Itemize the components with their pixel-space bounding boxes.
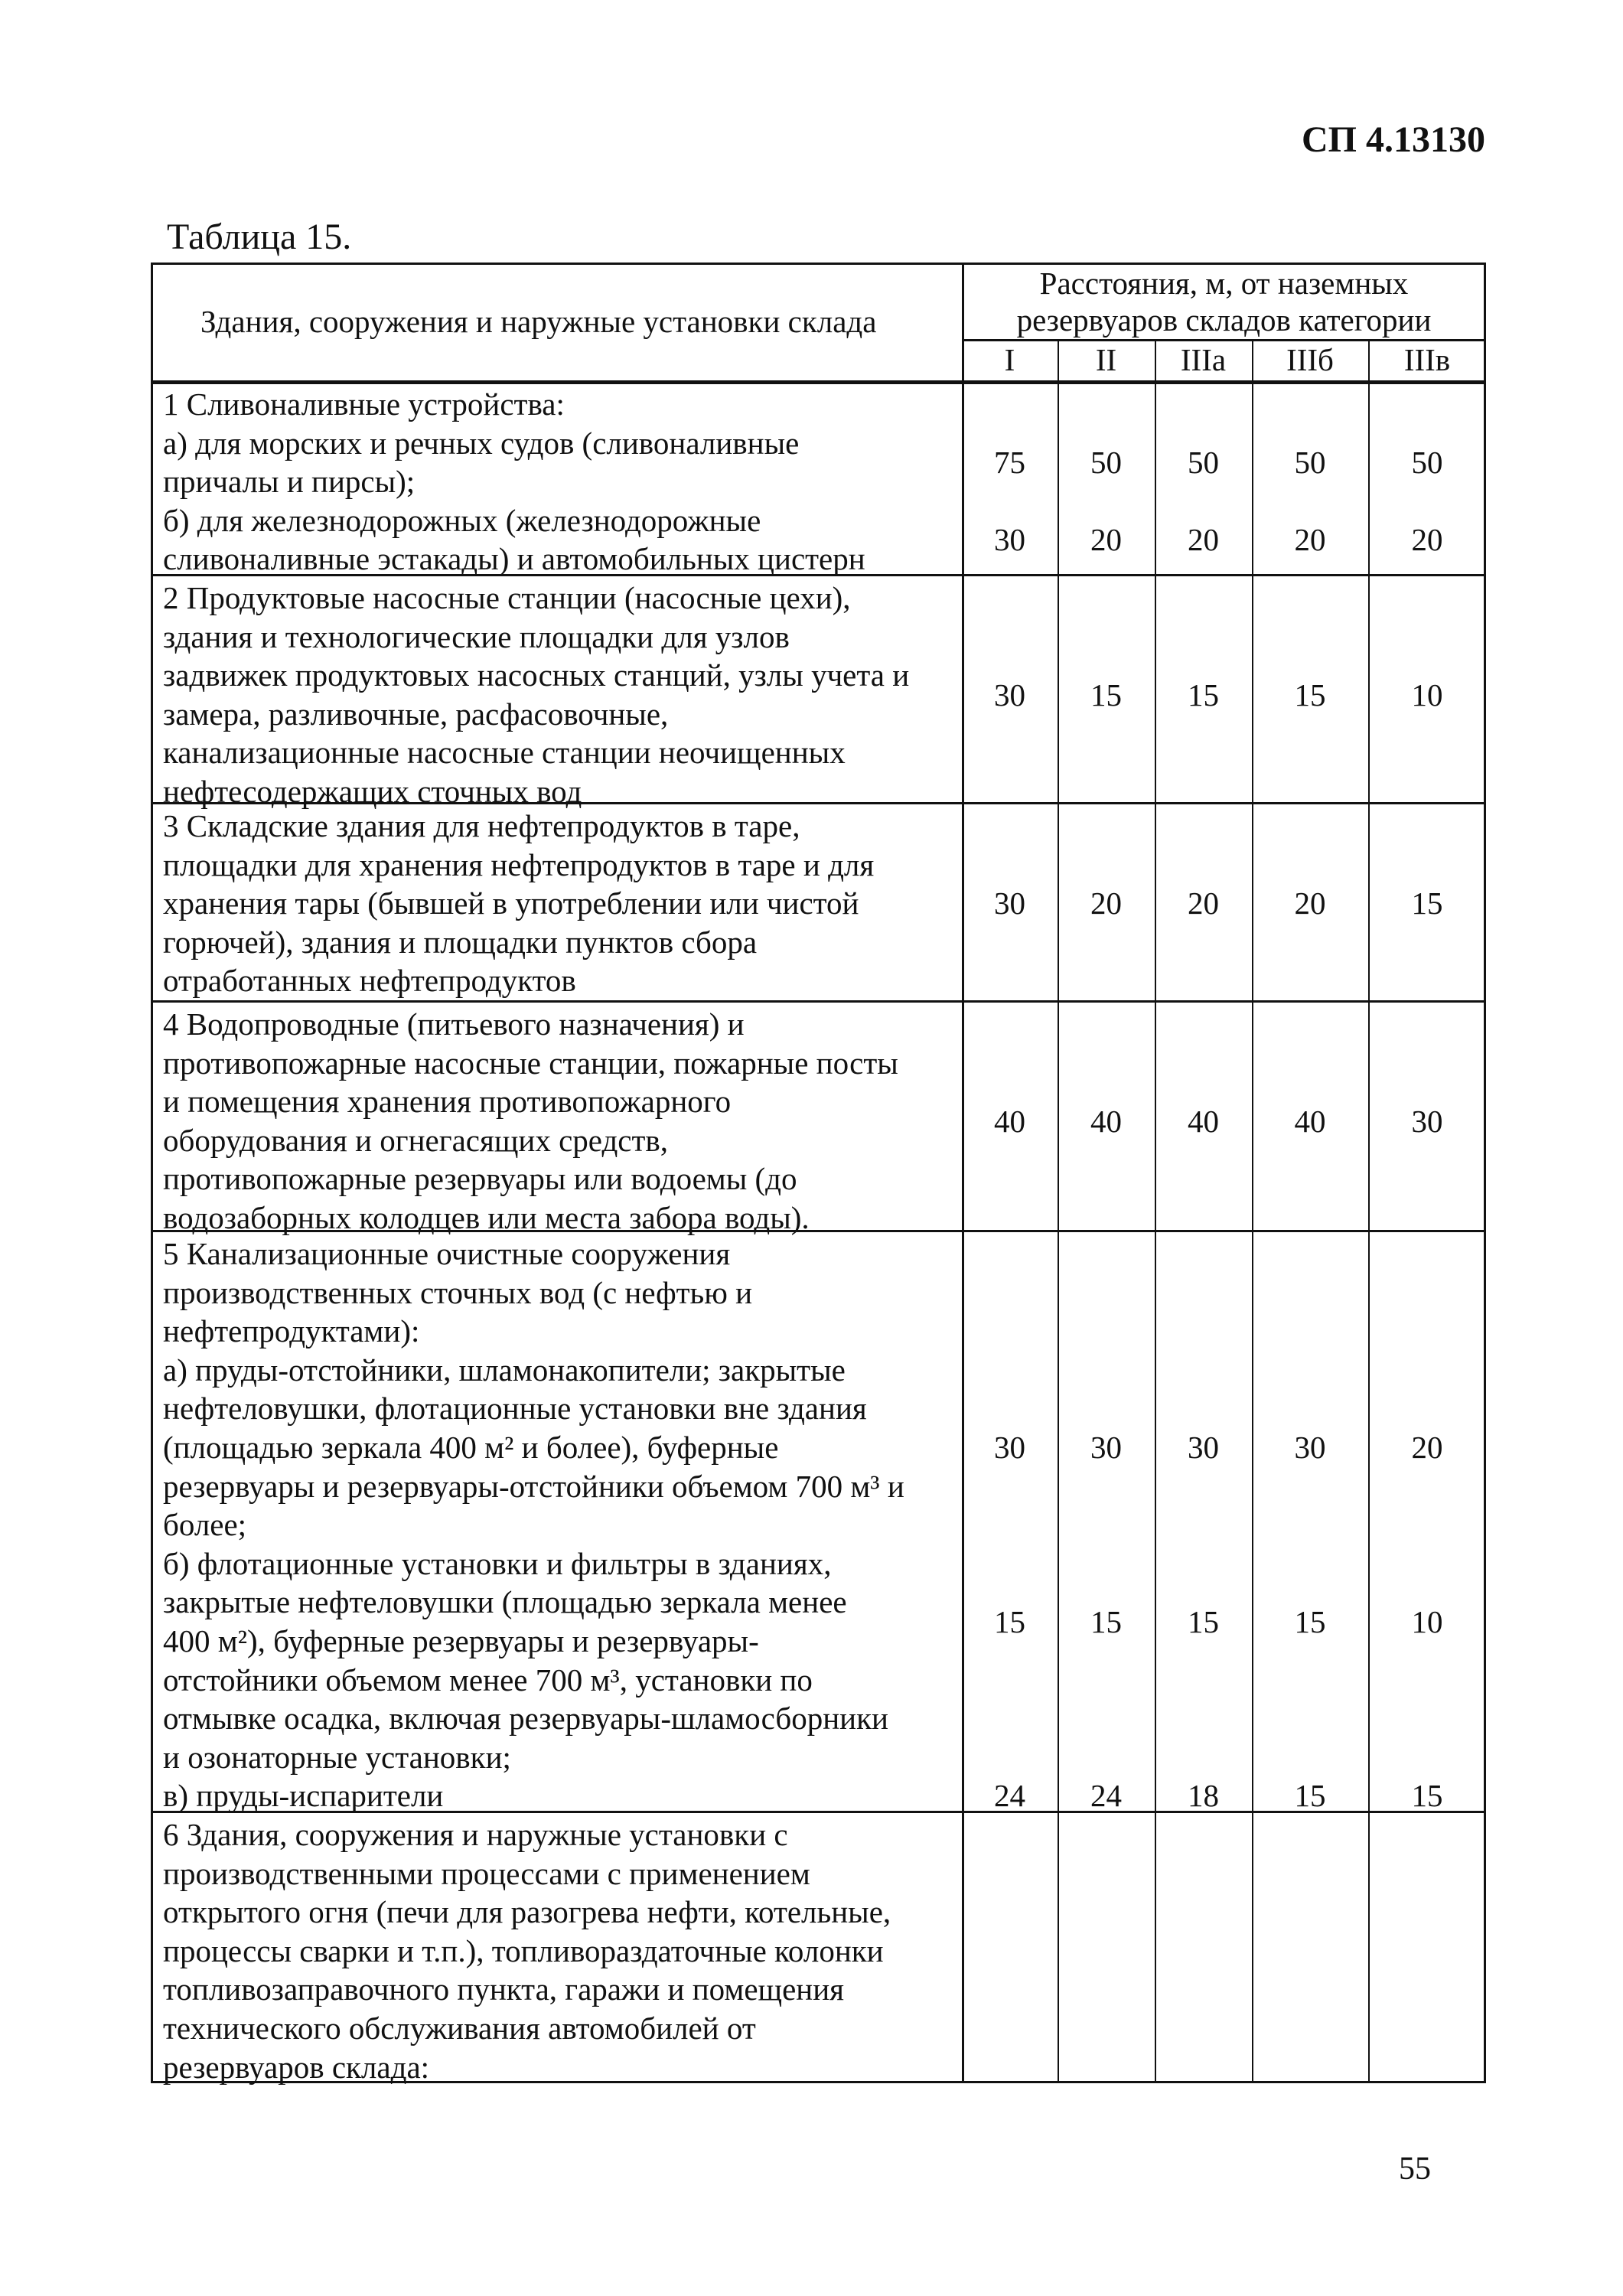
distance-value: 30 — [994, 522, 1025, 558]
distance-value: 40 — [1090, 1103, 1122, 1139]
distance-value: 40 — [1294, 1103, 1326, 1139]
row-description-line: горючей), здания и площадки пунктов сбора — [163, 924, 758, 960]
column-header-group: Расстояния, м, от наземных — [1039, 266, 1409, 301]
row-description-line: площадки для хранения нефтепродуктов в таре и для — [163, 846, 875, 882]
table-rule — [151, 1000, 1486, 1003]
row-description-line: отстойники объемом менее 700 м³, установки по — [163, 1662, 813, 1698]
distance-value: 15 — [1294, 677, 1326, 713]
document-code: СП 4.13130 — [1302, 119, 1485, 160]
distance-value: 20 — [1411, 522, 1443, 558]
row-description-line: замера, разливочные, расфасовочные, — [163, 696, 669, 732]
row-description-line: закрытые нефтеловушки (площадью зеркала менее — [163, 1584, 847, 1620]
table-rule — [151, 380, 1486, 384]
row-description-line: резервуары и резервуары-отстойники объемом 700 м³ и — [163, 1468, 904, 1504]
category-header: IIIв — [1403, 342, 1451, 377]
row-description-line: б) флотационные установки и фильтры в зданиях, — [163, 1545, 832, 1581]
row-description-line: 2 Продуктовые насосные станции (насосные цехи), — [163, 580, 851, 615]
row-description-line: водозаборных колодцев или места забора воды). — [163, 1200, 810, 1235]
distance-value: 15 — [994, 1603, 1025, 1639]
row-description-line: противопожарные насосные станции, пожарные посты — [163, 1045, 898, 1081]
distance-value: 20 — [1294, 522, 1326, 558]
row-description-line: противопожарные резервуары или водоемы (до — [163, 1161, 797, 1197]
distance-value: 24 — [994, 1778, 1025, 1814]
row-description-line: хранения тары (бывшей в употреблении или чистой — [163, 885, 859, 921]
distance-value: 30 — [1188, 1430, 1219, 1465]
distance-value: 20 — [1411, 1430, 1443, 1465]
distance-value: 15 — [1188, 1603, 1219, 1639]
distance-value: 50 — [1294, 444, 1326, 480]
row-description-line: 400 м²), буферные резервуары и резервуары- — [163, 1623, 759, 1658]
distance-value: 50 — [1188, 444, 1219, 480]
row-description-line: причалы и пирсы); — [163, 464, 416, 500]
row-description-line: задвижек продуктовых насосных станций, узлы учета и — [163, 657, 910, 693]
row-description-line: производственных сточных вод (с нефтью и — [163, 1274, 753, 1310]
row-description-line: производственными процессами с применением — [163, 1855, 810, 1891]
row-description-line: нефтепродуктами): — [163, 1313, 420, 1349]
distance-value: 50 — [1411, 444, 1443, 480]
distance-value: 15 — [1294, 1603, 1326, 1639]
distance-value: 15 — [1090, 1603, 1122, 1639]
distance-value: 20 — [1090, 885, 1122, 921]
row-description-line: отмывке осадка, включая резервуары-шламосборники — [163, 1701, 888, 1737]
distance-value: 50 — [1090, 444, 1122, 480]
distance-value: 20 — [1090, 522, 1122, 558]
column-header-group: резервуаров складов категории — [1016, 302, 1432, 338]
distance-value: 20 — [1294, 885, 1326, 921]
distance-value: 30 — [1411, 1103, 1443, 1139]
distance-value: 30 — [994, 677, 1025, 713]
category-header: II — [1095, 342, 1117, 377]
row-description-line: более; — [163, 1507, 247, 1543]
table-rule — [1368, 339, 1370, 2083]
row-description-line: в) пруды-испарители — [163, 1778, 444, 1814]
distance-value: 30 — [994, 1430, 1025, 1465]
category-header: IIIб — [1286, 342, 1334, 377]
distance-value: 30 — [1294, 1430, 1326, 1465]
row-description-line: (площадью зеркала 400 м² и более), буферные — [163, 1430, 779, 1465]
category-header: I — [1004, 342, 1015, 377]
distance-value: 15 — [1188, 677, 1219, 713]
distance-value: 30 — [994, 885, 1025, 921]
row-description-line: канализационные насосные станции неочищенных — [163, 735, 846, 771]
distance-table — [151, 263, 1486, 2083]
table-rule — [1155, 339, 1156, 2083]
category-header: IIIа — [1180, 342, 1227, 377]
table-rule — [1058, 339, 1059, 2083]
distance-value: 15 — [1294, 1778, 1326, 1814]
row-description-line: б) для железнодорожных (железнодорожные — [163, 502, 761, 538]
distance-value: 40 — [1188, 1103, 1219, 1139]
row-description-line: топливозаправочного пункта, гаражи и помещения — [163, 1971, 845, 2007]
distance-value: 15 — [1090, 677, 1122, 713]
row-description-line: 6 Здания, сооружения и наружные установки с — [163, 1817, 788, 1852]
row-description-line: нефтеловушки, флотационные установки вне здания — [163, 1391, 867, 1427]
row-description-line: технического обслуживания автомобилей от — [163, 2011, 756, 2046]
row-description-line: 1 Сливоналивные устройства: — [163, 386, 565, 422]
distance-value: 20 — [1188, 885, 1219, 921]
row-description-line: и озонаторные установки; — [163, 1739, 511, 1775]
distance-value: 75 — [994, 444, 1025, 480]
row-description-line: 3 Складские здания для нефтепродуктов в таре, — [163, 808, 800, 843]
row-description-line: оборудования и огнегасящих средств, — [163, 1122, 669, 1158]
row-description-line: процессы сварки и т.п.), топливораздаточные колонки — [163, 1932, 884, 1968]
column-header-main: Здания, сооружения и наружные установки склада — [200, 304, 877, 339]
row-description-line: открытого огня (печи для разогрева нефти, котельные, — [163, 1894, 891, 1930]
row-description-line: 4 Водопроводные (питьевого назначения) и — [163, 1006, 745, 1042]
distance-value: 18 — [1188, 1778, 1219, 1814]
row-description-line: резервуаров склада: — [163, 2049, 430, 2085]
distance-value: 20 — [1188, 522, 1219, 558]
table-rule — [1252, 339, 1253, 2083]
distance-value: 10 — [1411, 677, 1443, 713]
distance-value: 10 — [1411, 1603, 1443, 1639]
row-description-line: сливоналивные эстакады) и автомобильных цистерн — [163, 541, 865, 577]
row-description-line: и помещения хранения противопожарного — [163, 1084, 732, 1120]
distance-value: 15 — [1411, 1778, 1443, 1814]
table-caption: Таблица 15. — [167, 217, 352, 257]
distance-value: 40 — [994, 1103, 1025, 1139]
row-description-line: 5 Канализационные очистные сооружения — [163, 1236, 731, 1271]
row-description-line: а) для морских и речных судов (сливоналивные — [163, 425, 800, 461]
distance-value: 30 — [1090, 1430, 1122, 1465]
page-number: 55 — [1399, 2151, 1431, 2187]
distance-value: 15 — [1411, 885, 1443, 921]
row-description-line: здания и технологические площадки для узлов — [163, 618, 790, 654]
row-description-line: нефтесодержащих сточных вод — [163, 774, 582, 809]
row-description-line: отработанных нефтепродуктов — [163, 963, 576, 999]
row-description-line: а) пруды-отстойники, шламонакопители; закрытые — [163, 1352, 846, 1388]
distance-value: 24 — [1090, 1778, 1122, 1814]
